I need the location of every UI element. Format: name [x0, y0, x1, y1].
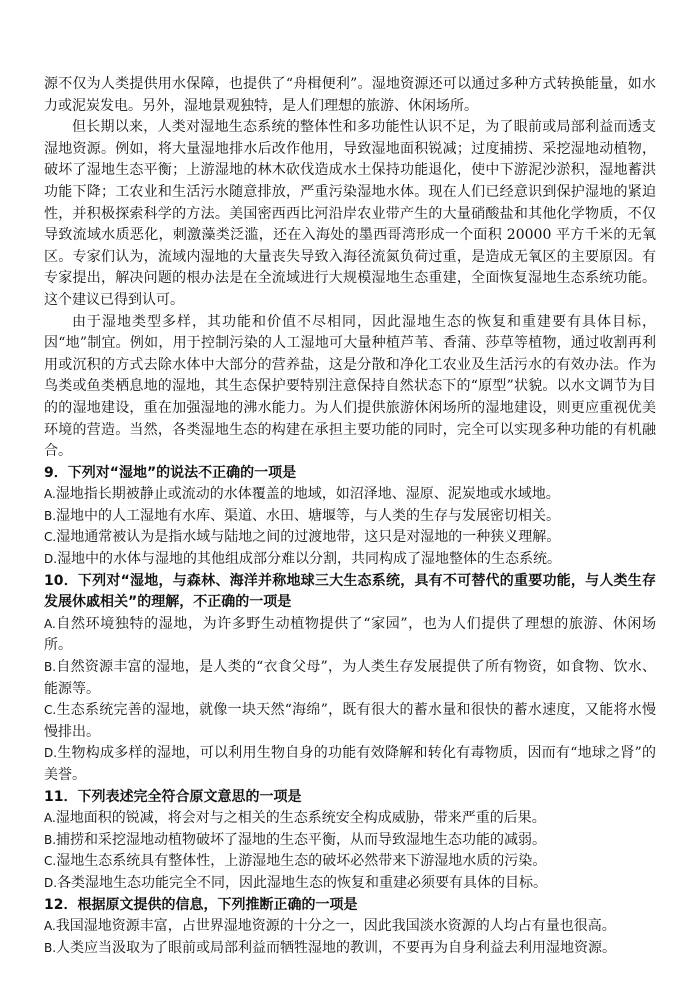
question-12-stem: 12．根据原文提供的信息，下列推断正确的一项是: [44, 896, 358, 913]
option-letter: B.: [44, 832, 57, 847]
question-10-stem: 10．下列对“湿地，与森林、海洋并称地球三大生态系统，具有不可替代的重要功能，与人类生存发展休戚相关”的理解，不正确的一项是: [44, 572, 656, 611]
option-letter: B.: [44, 660, 57, 675]
option-letter: B.: [44, 508, 57, 523]
option-text: 我国湿地资源丰富，占世界湿地资源的十分之一，因此我国淡水资源的人均占有量也很高。: [55, 918, 616, 935]
option-letter: D.: [44, 746, 58, 761]
question-9-stem: 9．下列对“湿地”的说法不正确的一项是: [44, 464, 297, 481]
option-text: 自然资源丰富的湿地，是人类的“衣食父母”，为人类生存发展提供了所有物资，如食物、饮水、能源等。: [44, 659, 656, 697]
option-letter: C.: [44, 530, 57, 545]
question-11-option-d: [44, 873, 656, 895]
document-page: [44, 74, 656, 959]
option-text: 人类应当汲取为了眼前或局部利益而牺牲湿地的教训，不要再为自身利益去利用湿地资源。: [56, 939, 617, 956]
option-text: 生物构成多样的湿地，可以利用生物自身的功能有效降解和转化有毒物质，因而有“地球之肾”的美誉。: [44, 745, 656, 783]
question-9-option-d: [44, 549, 656, 571]
option-letter: D.: [44, 875, 58, 890]
question-10-option-b: [44, 657, 656, 700]
option-letter: A.: [44, 487, 56, 502]
question-12-option-a: [44, 916, 656, 938]
option-letter: A.: [44, 919, 56, 934]
option-letter: C.: [44, 703, 57, 718]
question-10-option-a: [44, 614, 656, 657]
question-11-stem: 11．下列表述完全符合原文意思的一项是: [44, 788, 302, 805]
question-9-option-a: [44, 484, 656, 506]
option-text: 湿地中的水体与湿地的其他组成部分难以分割，共同构成了湿地整体的生态系统。: [57, 551, 562, 568]
option-text: 自然环境独特的湿地，为许多野生动植物提供了“家园”，也为人们提供了理想的旅游、休闲场所。: [44, 615, 656, 654]
option-text: 生态系统完善的湿地，就像一块天然“海绵”，既有很大的蓄水量和很快的蓄水速度，又能将水慢慢排出。: [44, 702, 656, 740]
question-10-option-c: [44, 700, 656, 743]
question-9-option-c: [44, 527, 656, 549]
option-letter: C.: [44, 854, 57, 869]
option-text: 各类湿地生态功能完全不同，因此湿地生态的恢复和重建必须要有具体的目标。: [57, 874, 548, 891]
option-text: 捕捞和采挖湿地动植物破坏了湿地的生态平衡，从而导致湿地生态功能的减弱。: [56, 831, 547, 848]
question-10-option-d: [44, 743, 656, 786]
option-letter: A.: [44, 811, 56, 826]
option-letter: A.: [44, 616, 56, 631]
question-11-option-b: [44, 830, 656, 852]
passage-paragraph-2: 但长期以来，人类对湿地生态系统的整体性和多功能性认识不足，为了眼前或局部利益而透支湿地资源。例如，将大量湿地排水后改作他用，导致湿地面积锐减；过度捕捞、采挖湿地动植物，破坏了湿地生态平衡；上游湿地的林木砍伐造成水土保持功能退化，使中下游泥沙淤积，湿地蓄洪功能下降；工农业和生活污水随意排放，严重污染湿地水体。现在人们已经意识到保护湿地的紧迫性，并积极探索科学的方法。美国密西西比河沿岸农业带产生的大量硝酸盐和其他化学物质，不仅导致流域水质恶化，刺激藻类泛滥，还在入海处的墨西哥湾形成一个面积 20000 平方千米的无氧区。专家们认为，流域内湿地的大量丧失导致入海径流氮负荷过重，是造成无氧区的主要原因。有专家提出，解决问题的根办法是在全流域进行大规模湿地生态重建，全面恢复湿地生态系统功能。这个建议已得到认可。: [44, 119, 656, 308]
option-letter: D.: [44, 552, 58, 567]
option-letter: B.: [44, 940, 57, 955]
option-text: 湿地通常被认为是指水域与陆地之间的过渡地带，这只是对湿地的一种狭义理解。: [56, 529, 561, 546]
question-11-option-c: [44, 851, 656, 873]
question-9-option-b: [44, 506, 656, 528]
passage-paragraph-3: 由于湿地类型多样，其功能和价值不尽相同，因此湿地生态的恢复和重建要有具体目标，因“地”制宜。例如，用于控制污染的人工湿地可大量种植芦苇、香蒲、莎草等植物，通过收割再利用或沉积的方式去除水体中大部分的营养盐，这是分散和净化工农业及生活污水的有效办法。作为鸟类或鱼类栖息地的湿地，其生态保护要特别注意保持自然状态下的“原型”状貌。以水文调节为目的的湿地建设，重在加强湿地的沸水能力。为人们提供旅游休闲场所的湿地建设，则更应重视优美环境的营造。当然，各类湿地生态的构建在承担主要功能的同时，完全可以实现多种功能的有机融合。: [44, 313, 656, 460]
question-11-option-a: [44, 808, 656, 830]
option-text: 湿地面积的锐减，将会对与之相关的生态系统安全构成威胁，带来严重的后果。: [55, 810, 546, 827]
passage-paragraph-1: 源不仅为人类提供用水保障，也提供了“舟楫便利”。湿地资源还可以通过多种方式转换能量，如水力或泥炭发电。另外，湿地景观独特，是人们理想的旅游、休闲场所。: [44, 76, 656, 114]
option-text: 湿地指长期被静止或流动的水体覆盖的地域，如沼泽地、湿原、泥炭地或水域地。: [55, 486, 560, 503]
question-12-option-b: [44, 938, 656, 960]
option-text: 湿地中的人工湿地有水库、渠道、水田、塘堰等，与人类的生存与发展密切相关。: [56, 507, 561, 524]
option-text: 湿地生态系统具有整体性，上游湿地生态的破坏必然带来下游湿地水质的污染。: [56, 853, 547, 870]
